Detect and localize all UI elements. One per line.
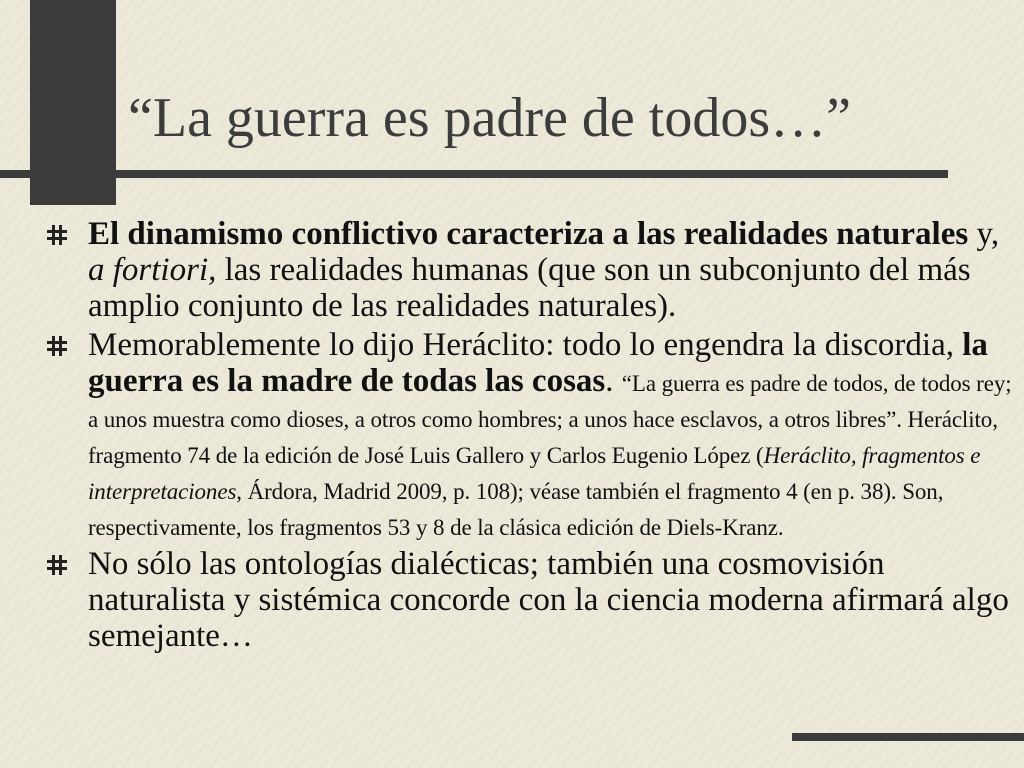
hash-bullet-icon [46,335,68,357]
bullet-1-text-b: las realidades humanas (que son un subconjunto del más amplio conjunto de las realidades naturales). [88,252,971,324]
bullet-2-citation-text: , Árdora, Madrid 2009, p. 108); véase también el fragmento 4 (en p. 38). Son, respectivamente, los fragmentos 53 y 8 de la clásica edición de Diels-Kranz. [88,479,944,540]
bottom-decorative-rule [792,733,1024,741]
bullet-item-1 [46,216,1012,324]
bullet-1-bold-text: El dinamismo conflictivo caracteriza a las realidades naturales [88,216,969,252]
bullet-2-text-a: Memorablemente lo dijo Heráclito: todo lo engendra la discordia, [88,327,963,363]
bullet-1-italic-text: a fortiori, [88,252,217,288]
bullet-2-quote-text: “La guerra es padre de todos, de todos rey; a unos muestra como dioses, a otros como hombres; a unos hace esclavos, a otros libres”. Heráclito, fragmento 74 de la edición de José Luis Gallero y Carlos Eugenio López ( [88,371,1012,468]
hash-bullet-icon [46,554,68,576]
title-underline-rule [0,170,948,178]
hash-bullet-icon [46,224,68,246]
bullet-item-2 [46,327,1012,543]
bullet-1-text-a: y, [968,216,1000,252]
bullet-3-text: No sólo las ontologías dialécticas; también una cosmovisión naturalista y sistémica concorde con la ciencia moderna afirmará algo semejante… [88,546,1009,654]
bullet-2-text-b: . [605,363,622,399]
bullet-list [46,216,1012,657]
slide-title: “La guerra es padre de todos…” [128,87,851,149]
bullet-item-3 [46,546,1012,654]
bullet-2-book-title: Heráclito, fragmentos e interpretaciones [88,443,981,504]
bullet-2-bold-text: la guerra es la madre de todas las cosas [88,327,988,399]
